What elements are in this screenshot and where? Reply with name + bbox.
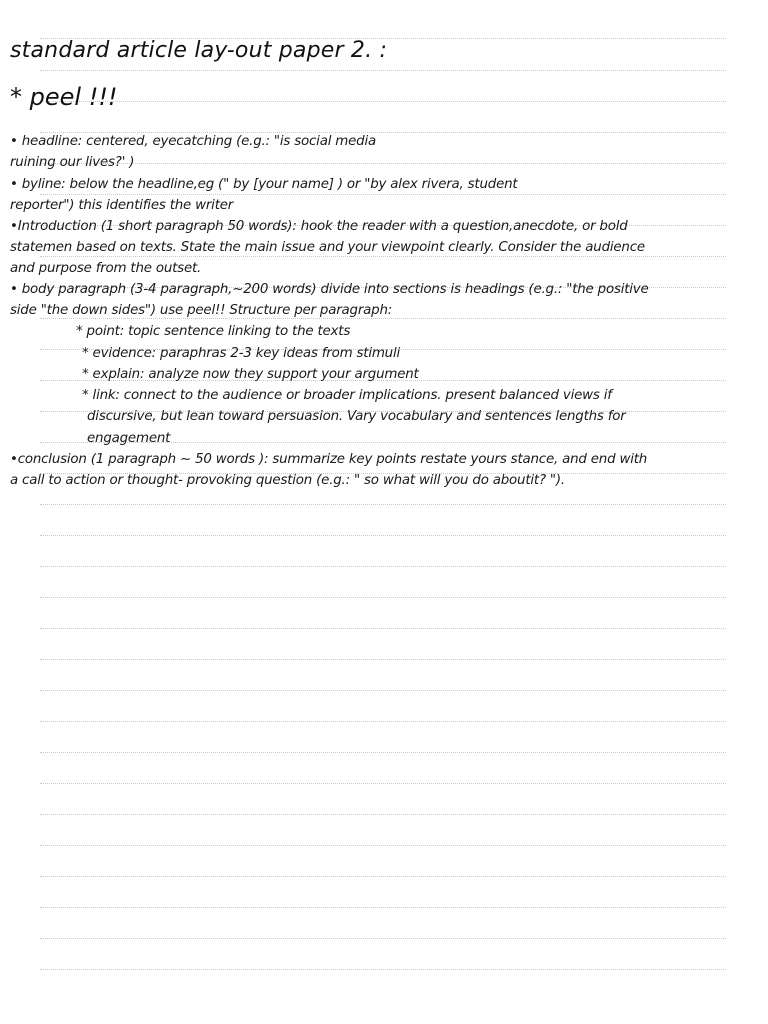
page-title: standard article lay-out paper 2. : xyxy=(10,38,388,63)
ruled-line xyxy=(40,907,726,908)
note-line: and purpose from the outset. xyxy=(10,261,202,276)
note-line: * link: connect to the audience or broader implications. present balanced views if xyxy=(82,388,612,403)
ruled-line xyxy=(40,814,726,815)
note-line: ruining our lives?' ) xyxy=(10,155,135,170)
ruled-line xyxy=(40,566,726,567)
note-line: • byline: below the headline,eg (" by [your name] ) or "by alex rivera, student xyxy=(10,177,518,192)
ruled-line xyxy=(40,845,726,846)
note-line: •Introduction (1 short paragraph 50 words): hook the reader with a question,anecdote, or bold xyxy=(10,219,628,234)
ruled-line xyxy=(40,783,726,784)
note-line: • body paragraph (3-4 paragraph,~200 words) divide into sections is headings (e.g.: "the positive xyxy=(10,282,649,297)
note-line: * explain: analyze now they support your argument xyxy=(82,367,419,382)
ruled-line xyxy=(40,194,726,195)
ruled-line xyxy=(40,690,726,691)
note-line: a call to action or thought- provoking question (e.g.: " so what will you do aboutit? "). xyxy=(10,473,565,488)
ruled-line xyxy=(40,659,726,660)
ruled-line xyxy=(40,256,726,257)
ruled-line xyxy=(40,597,726,598)
ruled-line xyxy=(40,721,726,722)
note-line: discursive, but lean toward persuasion. Vary vocabulary and sentences lengths for xyxy=(87,409,626,424)
ruled-line xyxy=(40,504,726,505)
ruled-line xyxy=(40,101,726,102)
note-line: * evidence: paraphras 2-3 key ideas from stimuli xyxy=(82,346,401,361)
note-line: • headline: centered, eyecatching (e.g.: "is social media xyxy=(10,134,376,149)
ruled-line xyxy=(40,938,726,939)
note-line: reporter") this identifies the writer xyxy=(10,198,234,213)
note-line: statemen based on texts. State the main issue and your viewpoint clearly. Consider the audience xyxy=(10,240,645,255)
note-line: * point: topic sentence linking to the texts xyxy=(76,324,351,339)
note-line: •conclusion (1 paragraph ~ 50 words ): summarize key points restate yours stance, and end with xyxy=(10,452,648,467)
ruled-line xyxy=(40,163,726,164)
ruled-line xyxy=(40,535,726,536)
ruled-line xyxy=(40,628,726,629)
note-line: engagement xyxy=(87,431,171,446)
note-line: side "the down sides") use peel!! Structure per paragraph: xyxy=(10,303,393,318)
ruled-line xyxy=(40,752,726,753)
page-subtitle: * peel !!! xyxy=(10,83,118,111)
ruled-line xyxy=(40,876,726,877)
ruled-line xyxy=(40,132,726,133)
ruled-line xyxy=(40,70,726,71)
ruled-line xyxy=(40,969,726,970)
